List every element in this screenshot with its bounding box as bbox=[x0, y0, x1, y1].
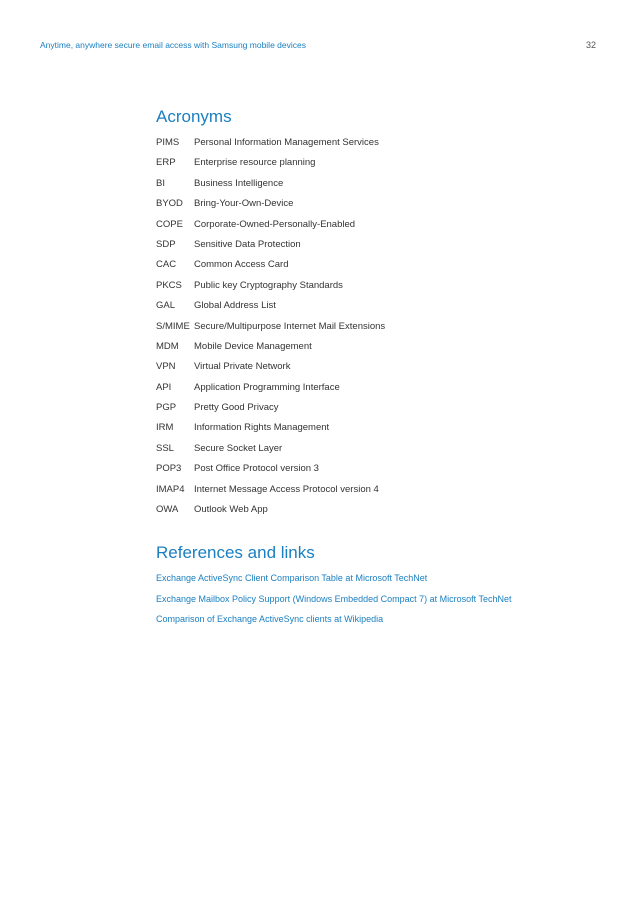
references-heading: References and links bbox=[156, 543, 315, 562]
acronym-abbr: CAC bbox=[156, 259, 177, 271]
acronym-row bbox=[156, 402, 556, 422]
acronym-abbr: PKCS bbox=[156, 279, 182, 291]
acronym-definition: Pretty Good Privacy bbox=[194, 402, 279, 414]
acronym-abbr: IMAP4 bbox=[156, 483, 185, 495]
acronym-definition: Public key Cryptography Standards bbox=[194, 279, 343, 291]
acronym-row bbox=[156, 321, 556, 341]
acronym-definition: Business Intelligence bbox=[194, 177, 284, 189]
acronym-definition: Enterprise resource planning bbox=[194, 157, 316, 169]
acronym-row bbox=[156, 137, 556, 157]
acronym-definition: Post Office Protocol version 3 bbox=[194, 463, 319, 475]
acronym-definition: Outlook Web App bbox=[194, 504, 268, 516]
acronym-definition: Application Programming Interface bbox=[194, 381, 340, 393]
acronym-row bbox=[156, 157, 556, 177]
acronym-abbr: VPN bbox=[156, 361, 176, 373]
acronym-abbr: SSL bbox=[156, 442, 174, 454]
document-title: Anytime, anywhere secure email access with Samsung mobile devices bbox=[40, 40, 306, 50]
acronym-row bbox=[156, 280, 556, 300]
acronyms-heading: Acronyms bbox=[156, 107, 232, 126]
acronym-abbr: GAL bbox=[156, 300, 176, 312]
acronym-row bbox=[156, 198, 556, 218]
acronym-abbr: API bbox=[156, 381, 172, 393]
acronym-definition: Mobile Device Management bbox=[194, 340, 312, 352]
acronym-abbr: SDP bbox=[156, 238, 176, 250]
acronym-abbr: POP3 bbox=[156, 463, 182, 475]
acronym-abbr: COPE bbox=[156, 218, 183, 230]
acronym-row bbox=[156, 443, 556, 463]
reference-link-activesync-comparison[interactable]: Exchange ActiveSync Client Comparison Table at Microsoft TechNet bbox=[156, 573, 428, 583]
acronym-abbr: BYOD bbox=[156, 198, 183, 210]
acronym-row bbox=[156, 463, 556, 483]
acronym-definition: Global Address List bbox=[194, 300, 276, 312]
reference-link-wikipedia[interactable]: Comparison of Exchange ActiveSync clients at Wikipedia bbox=[156, 614, 384, 624]
page-number: 32 bbox=[585, 40, 596, 50]
acronym-abbr: PGP bbox=[156, 402, 177, 414]
acronym-definition: Common Access Card bbox=[194, 259, 289, 271]
acronym-definition: Internet Message Access Protocol version 4 bbox=[194, 483, 379, 495]
acronym-row bbox=[156, 341, 556, 361]
acronym-row bbox=[156, 361, 556, 381]
acronym-abbr: BI bbox=[156, 177, 165, 189]
acronym-row bbox=[156, 382, 556, 402]
acronym-abbr: OWA bbox=[156, 504, 179, 516]
acronym-definition: Personal Information Management Services bbox=[194, 137, 379, 148]
acronym-abbr: PIMS bbox=[156, 137, 180, 148]
reference-link-list bbox=[156, 573, 596, 635]
acronym-row bbox=[156, 422, 556, 442]
acronym-row bbox=[156, 178, 556, 198]
acronym-list bbox=[156, 137, 556, 524]
acronym-definition: Sensitive Data Protection bbox=[194, 238, 301, 250]
acronym-definition: Bring-Your-Own-Device bbox=[194, 198, 294, 210]
acronym-row bbox=[156, 239, 556, 259]
acronym-definition: Secure/Multipurpose Internet Mail Extensions bbox=[194, 320, 386, 332]
acronym-row bbox=[156, 259, 556, 279]
acronym-row bbox=[156, 300, 556, 320]
acronym-definition: Information Rights Management bbox=[194, 422, 330, 434]
acronym-abbr: ERP bbox=[156, 157, 176, 169]
acronym-row bbox=[156, 504, 556, 524]
acronym-row bbox=[156, 484, 556, 504]
acronym-definition: Corporate-Owned-Personally-Enabled bbox=[194, 218, 356, 230]
acronym-abbr: MDM bbox=[156, 340, 179, 352]
acronym-definition: Secure Socket Layer bbox=[194, 442, 283, 454]
acronym-abbr: S/MIME bbox=[156, 320, 190, 332]
acronym-definition: Virtual Private Network bbox=[194, 361, 291, 373]
reference-link-mailbox-policy[interactable]: Exchange Mailbox Policy Support (Windows Embedded Compact 7) at Microsoft TechNet bbox=[156, 593, 512, 604]
acronym-abbr: IRM bbox=[156, 422, 174, 434]
acronym-row bbox=[156, 219, 556, 239]
